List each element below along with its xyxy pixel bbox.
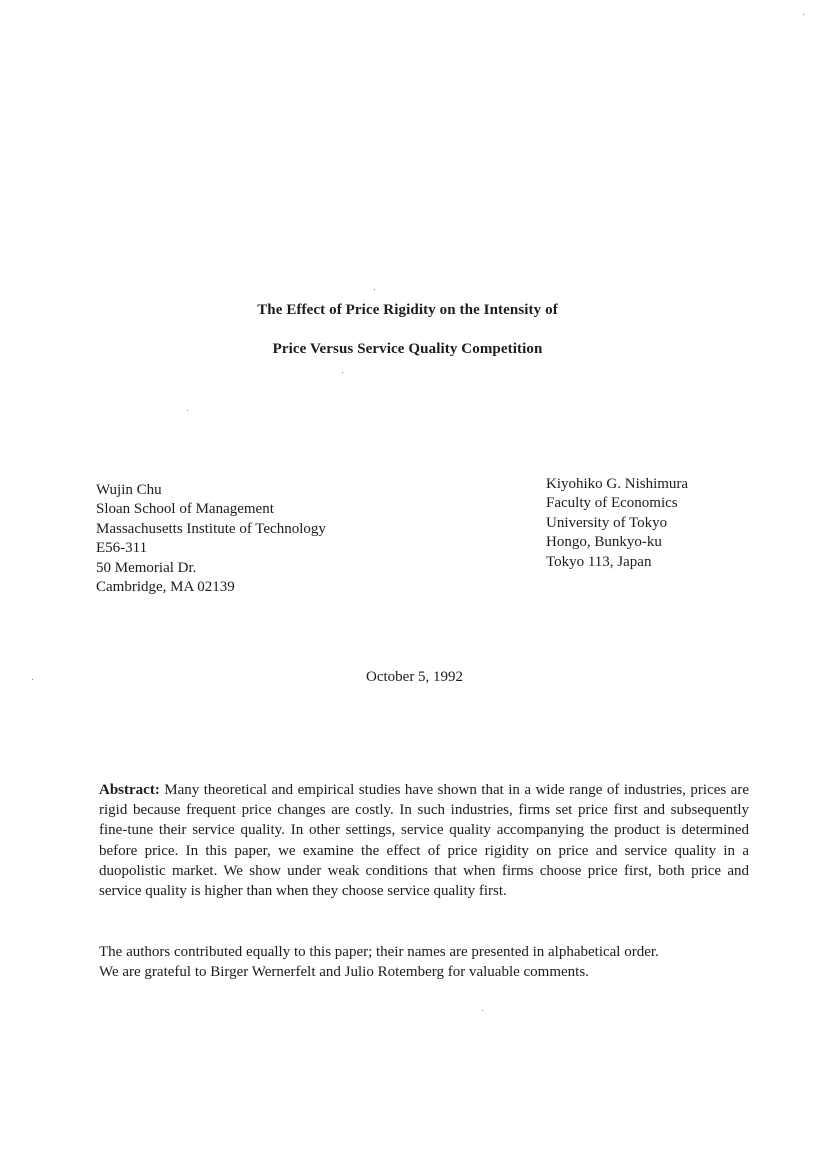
acknowledgement-line-1: The authors contributed equally to this paper; their names are presented in alphabetical order. bbox=[99, 944, 659, 960]
abstract-paragraph bbox=[99, 780, 749, 901]
scan-speck bbox=[803, 14, 804, 15]
author-affiliation: Sloan School of Management bbox=[96, 501, 274, 518]
author-district: Hongo, Bunkyo-ku bbox=[546, 534, 662, 551]
acknowledgement-line-2: We are grateful to Birger Wernerfelt and Julio Rotemberg for valuable comments. bbox=[99, 964, 589, 981]
paper-date: October 5, 1992 bbox=[366, 669, 464, 685]
author-city: Cambridge, MA 02139 bbox=[96, 579, 235, 596]
abstract-text: Many theoretical and empirical studies have shown that in a wide range of industries, prices are rigid because frequent price changes are costly. In such industries, firms set price first and subsequently fine-tune their service quality. In other settings, service quality accompanying the product is determined before price. In this paper, we examine the effect of price rigidity on price and service quality in a duopolistic market. We show under weak conditions that when firms choose price first, both price and service quality is higher than when they choose service quality first. bbox=[99, 782, 749, 900]
author-institution: Massachusetts Institute of Technology bbox=[96, 520, 326, 537]
author-office: E56-311 bbox=[96, 540, 148, 557]
author-affiliation: Faculty of Economics bbox=[546, 495, 678, 512]
scan-speck bbox=[342, 372, 343, 373]
scan-speck bbox=[187, 410, 188, 411]
paper-title-line-1: The Effect of Price Rigidity on the Intensity of bbox=[257, 302, 558, 318]
author-street: 50 Memorial Dr. bbox=[96, 559, 197, 576]
paper-title-line-2: Price Versus Service Quality Competition bbox=[272, 341, 543, 357]
scan-speck bbox=[32, 679, 33, 680]
author-block-chu bbox=[96, 481, 326, 597]
author-city: Tokyo 113, Japan bbox=[546, 553, 652, 570]
scan-speck bbox=[374, 289, 375, 290]
author-name: Kiyohiko G. Nishimura bbox=[546, 476, 689, 492]
author-institution: University of Tokyo bbox=[546, 514, 668, 531]
author-name: Wujin Chu bbox=[96, 482, 162, 498]
scan-speck bbox=[482, 1010, 483, 1011]
abstract-label: Abstract: bbox=[99, 782, 160, 798]
author-block-nishimura bbox=[546, 475, 688, 572]
acknowledgement-note bbox=[99, 942, 754, 982]
